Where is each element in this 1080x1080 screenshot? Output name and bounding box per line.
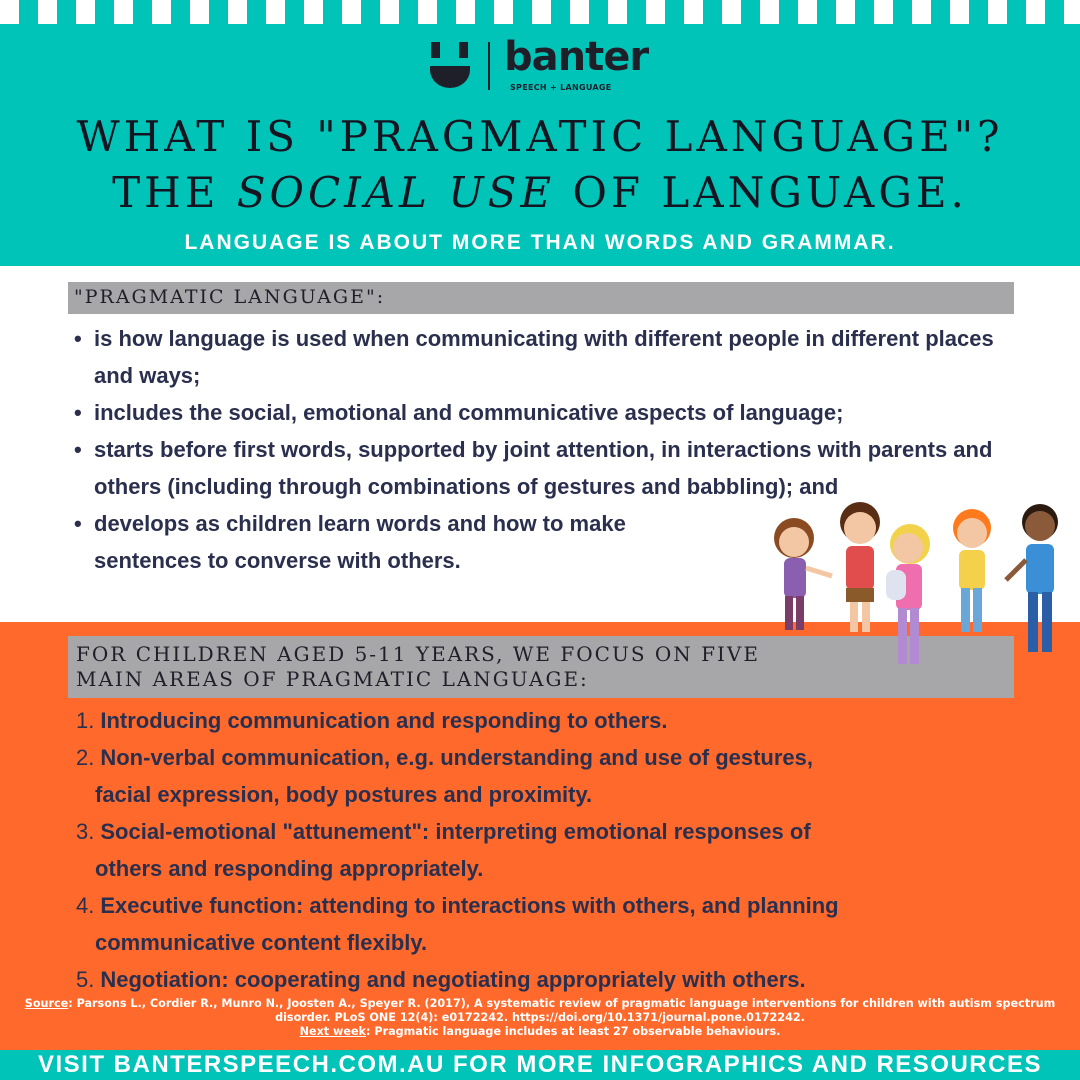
item-text-continued: facial expression, body postures and proximity. <box>95 782 593 807</box>
child-figure <box>1006 504 1058 652</box>
next-week-label: Next week <box>299 1025 366 1038</box>
definition-heading: "PRAGMATIC LANGUAGE": <box>68 282 1014 314</box>
page-subtitle: LANGUAGE IS ABOUT MORE THAN WORDS AND GRAMMAR. <box>184 231 896 254</box>
child-figure <box>840 502 880 632</box>
focus-heading-line1: FOR CHILDREN AGED 5-11 YEARS, WE FOCUS ON FIVE <box>76 642 760 666</box>
source-text: : Parsons L., Cordier R., Munro N., Joosten A., Speyer R. (2017), A systematic review of pragmatic language interventions for children with autism spectrum disorder. PLoS ONE 12(4): e0172242. https://doi.org/10.1371/journal.pone.0172242. <box>68 997 1056 1024</box>
child-figure <box>953 509 991 632</box>
banter-logo-icon <box>428 40 472 90</box>
item-number: 2. <box>76 745 95 770</box>
list-item: • includes the social, emotional and communicative aspects of language; <box>74 394 1014 431</box>
list-item <box>76 961 1026 998</box>
top-stripe-border <box>0 0 1080 24</box>
item-text: Introducing communication and responding to others. <box>100 708 668 733</box>
focus-areas-list <box>76 702 1026 998</box>
item-text: Social-emotional "attunement": interpreting emotional responses of <box>100 819 811 844</box>
item-text-continued: communicative content flexibly. <box>95 930 428 955</box>
focus-heading-line2: MAIN AREAS OF PRAGMATIC LANGUAGE: <box>76 667 589 691</box>
source-label: Source <box>24 997 69 1010</box>
page-title-line1: WHAT IS "PRAGMATIC LANGUAGE"? <box>76 112 1004 161</box>
banter-logo <box>428 34 658 96</box>
list-item: • is how language is used when communicating with different people in different places and ways; <box>74 320 1014 394</box>
logo-divider <box>488 42 490 90</box>
list-item: • starts before first words, supported by joint attention, in interactions with parents and others (including through combinations of gestures and babbling); and <box>74 431 1014 505</box>
list-item <box>76 739 1026 813</box>
list-item <box>76 887 1026 961</box>
child-figure <box>774 518 832 630</box>
item-text: Negotiation: cooperating and negotiating appropriately with others. <box>100 967 806 992</box>
title-part-a: THE <box>112 168 220 217</box>
footer-link[interactable]: VISIT BANTERSPEECH.COM.AU FOR MORE INFOGRAPHICS AND RESOURCES <box>0 1050 1080 1080</box>
item-number: 5. <box>76 967 95 992</box>
item-number: 3. <box>76 819 95 844</box>
source-citation <box>14 997 1066 1039</box>
title-emphasis: SOCIAL USE <box>236 168 556 217</box>
brand-tagline: SPEECH + LANGUAGE <box>510 83 612 92</box>
title-part-c: OF LANGUAGE. <box>572 168 968 217</box>
item-number: 4. <box>76 893 95 918</box>
item-text: Executive function: attending to interactions with others, and planning <box>100 893 839 918</box>
item-number: 1. <box>76 708 95 733</box>
list-item: • develops as children learn words and how to make sentences to converse with others. <box>74 505 734 579</box>
item-text-continued: others and responding appropriately. <box>95 856 484 881</box>
list-item <box>76 813 1026 887</box>
item-text: Non-verbal communication, e.g. understanding and use of gestures, <box>100 745 814 770</box>
list-item <box>76 702 1026 739</box>
brand-name: banter <box>504 34 649 80</box>
page-title-line2 <box>0 168 1080 217</box>
next-week-text: : Pragmatic language includes at least 27 observable behaviours. <box>366 1025 781 1038</box>
children-holding-hands-illustration <box>762 500 1080 675</box>
child-figure <box>886 524 930 664</box>
